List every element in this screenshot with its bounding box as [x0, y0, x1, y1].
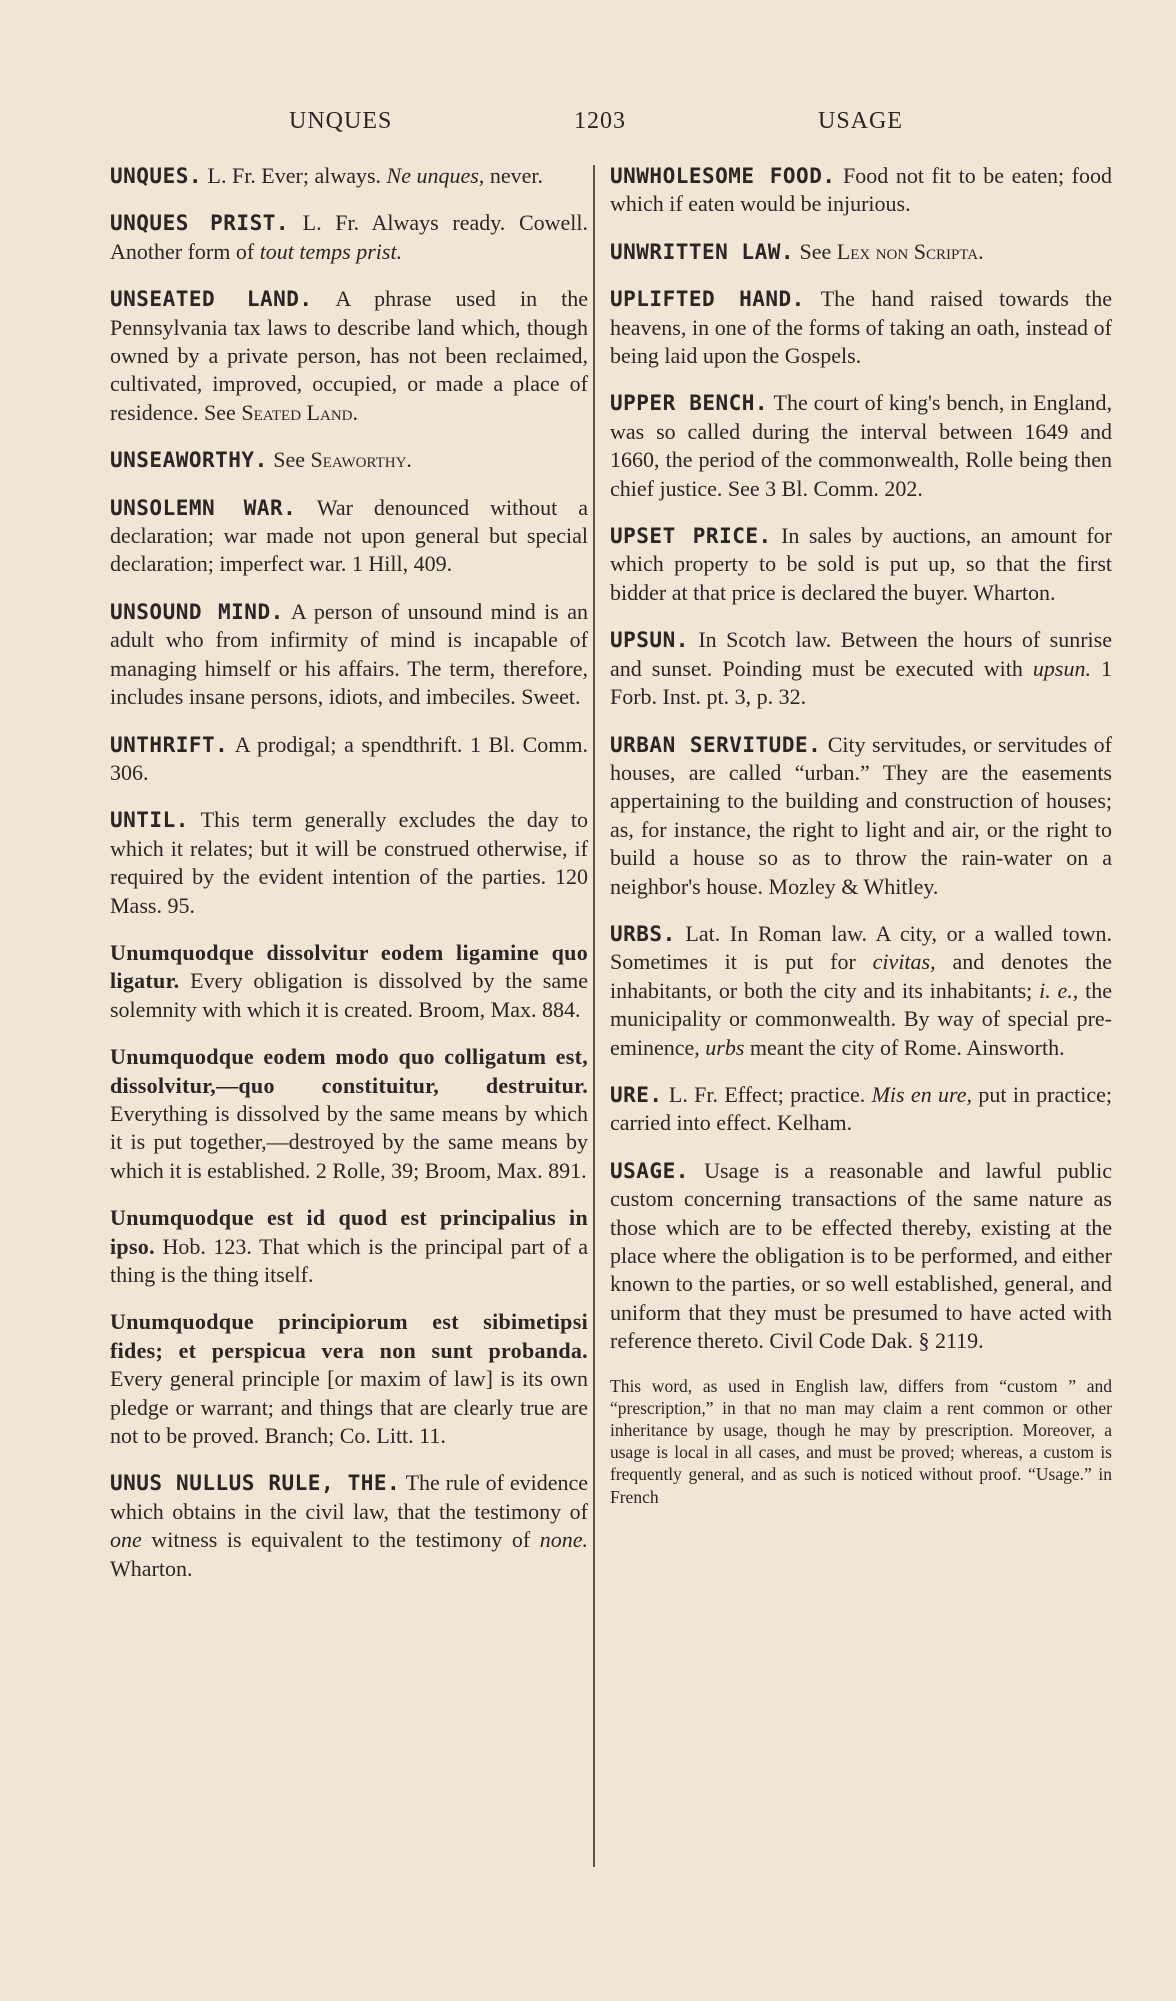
dictionary-entry [110, 1043, 588, 1185]
entry-text: Ne unques, [386, 163, 485, 188]
entry-text: This term generally excludes the day to which it relates; but it will be construed otherwise, if required by the evident intention of the parties. 120 Mass. 95. [110, 807, 588, 918]
entry-headword: URBAN SERVITUDE. [610, 732, 822, 757]
entry-text: never. [484, 163, 543, 188]
entry-headword: UNQUES PRIST. [110, 211, 290, 236]
header-right-guideword: USAGE [818, 108, 904, 134]
dictionary-entry [110, 209, 588, 266]
dictionary-entry [610, 238, 1112, 266]
entry-text: upsun. [1032, 655, 1091, 681]
entry-text: Hob. 123. That which is the principal part of a thing is the thing itself. [110, 1233, 588, 1287]
entry-text: A phrase used in the Pennsylvania tax laws to describe land which, though owned by a private person, has not been reclaimed, cultivated, improved, occupied, or made a place of residence. See [110, 286, 588, 425]
entry-headword: Unumquodque dissolvitur eodem ligamine quo ligatur. [110, 939, 588, 994]
left-column [110, 162, 588, 1602]
dictionary-entry [610, 1157, 1112, 1356]
dictionary-entry [610, 522, 1112, 607]
dictionary-entry [610, 285, 1112, 370]
dictionary-entry [110, 1308, 588, 1450]
entry-text: witness is equivalent to the testimony of [141, 1527, 540, 1553]
entry-text: L. Fr. Effect; practice. [662, 1081, 872, 1107]
dictionary-entry [610, 731, 1112, 901]
entry-text: Every general principle [or maxim of law] is its own pledge or warrant; and things that are clearly true are not to be proved. Branch; Co. Litt. 11. [110, 1366, 588, 1449]
right-column [610, 162, 1112, 1508]
entry-text: Everything is dissolved by the same means by which it is put together,—destroyed by the same means by which it is established. 2 Rolle, 39; Broom, Max. 891. [110, 1100, 588, 1183]
entry-text: Seated Land. [241, 399, 358, 425]
entry-headword: UNTHRIFT. [110, 732, 229, 757]
entry-headword: URE. [610, 1082, 663, 1107]
dictionary-entry [110, 731, 588, 788]
entry-text: A prodigal; a spendthrift. 1 Bl. Comm. 306. [110, 731, 588, 785]
entry-headword: UPSUN. [610, 628, 689, 653]
entry-text: L. Fr. Always ready. Cowell. Another form of [110, 210, 588, 264]
dictionary-entry [110, 285, 588, 427]
entry-text: The hand raised towards the heavens, in one of the forms of taking an oath, instead of being laid upon the Gospels. [610, 286, 1112, 369]
dictionary-entry [110, 1204, 588, 1289]
dictionary-entry [610, 1081, 1112, 1138]
dictionary-entry [610, 162, 1112, 219]
entry-text: See [267, 447, 311, 473]
dictionary-entry [110, 939, 588, 1024]
dictionary-entry [110, 446, 588, 474]
entry-text: The court of king's bench, in England, was so called during the interval between 1649 and 1660, the period of the commonwealth, Rolle being then chief justice. See 3 Bl. Comm. 202. [610, 390, 1112, 501]
page-number: 1203 [574, 108, 626, 134]
usage-note: This word, as used in English law, differs from “custom ” and “prescription,” in that no man may claim a rent common or other inheritance by usage, though he may by prescription. Moreover, a usage is local in all cases, and must be proved; whereas, a custom is frequently general, and as such is noticed without proof. “Usage.” in French [610, 1375, 1112, 1507]
entry-text: In sales by auctions, an amount for which property to be sold is put up, so that the first bidder at that price is declared the buyer. Wharton. [610, 523, 1113, 605]
entry-headword: Unumquodque eodem modo quo colligatum est, dissolvitur,—quo constituitur, destruitur. [110, 1044, 588, 1098]
entry-text: Every obligation is dissolved by the same solemnity with which it is created. Broom, Max. 884. [110, 968, 588, 1022]
entry-text: In Scotch law. Between the hours of sunrise and sunset. Poinding must be executed with [610, 627, 1112, 681]
entry-text: the municipality or commonwealth. By way of special pre-eminence, [610, 977, 1112, 1060]
entry-text: one [110, 1527, 142, 1553]
dictionary-entry [610, 920, 1112, 1062]
entry-text: Usage is a reasonable and lawful public custom concerning transactions of the same nature as those which are to be effected thereby, existing at the place where the obligation is to be performed, and either known to the parties, or so well established, general, and uniform that they must be presumed to have acted with reference thereto. Civil Code Dak. § 2119. [610, 1157, 1112, 1354]
entry-text: L. Fr. Ever; always. [202, 163, 387, 188]
entry-text: put in practice; carried into effect. Kelham. [610, 1081, 1112, 1136]
entry-text: War denounced without a declaration; war made not upon general but special declaration; imperfect war. 1 Hill, 409. [110, 494, 588, 577]
entry-headword: UNTIL. [110, 808, 189, 833]
entry-text: See [794, 238, 837, 264]
entry-text: A person of unsound mind is an adult who from infirmity of mind is incapable of managing himself or his affairs. The term, therefore, includes insane persons, idiots, and imbeciles. Sweet. [110, 598, 588, 710]
entry-headword: UPSET PRICE. [610, 524, 772, 549]
entry-headword: UNSOUND MIND. [110, 599, 284, 624]
entry-text: Food not fit to be eaten; food which if eaten would be injurious. [610, 163, 1113, 217]
entry-text: Mis en ure, [871, 1081, 973, 1107]
entry-headword: UNQUES. [110, 164, 203, 188]
running-header [0, 108, 1176, 144]
entry-headword: UNSEAWORTHY. [110, 448, 268, 473]
entry-text: Lat. In Roman law. A city, or a walled town. Sometimes it is put for [610, 920, 1112, 975]
entry-text: Seaworthy. [310, 447, 412, 473]
dictionary-entry [110, 494, 588, 579]
entry-headword: UNSOLEMN WAR. [110, 495, 297, 520]
column-divider [593, 165, 595, 1867]
entry-text: none. [539, 1527, 588, 1553]
dictionary-entry [110, 1469, 588, 1583]
entry-headword: URBS. [610, 921, 676, 946]
entry-headword: USAGE. [610, 1158, 689, 1183]
entry-text: i. e., [1039, 977, 1079, 1003]
entry-headword: UNWHOLESOME FOOD. [610, 164, 836, 188]
entry-headword: UNWRITTEN LAW. [610, 239, 795, 264]
entry-text: Lex non Scripta. [836, 238, 984, 264]
entry-headword: UNUS NULLUS RULE, THE. [110, 1471, 401, 1496]
entry-text: and denotes the inhabitants, or both the city and its inhabitants; [610, 949, 1112, 1003]
entry-text: meant the city of Rome. Ainsworth. [744, 1034, 1065, 1060]
right-column-entries [610, 162, 1112, 1356]
entry-headword: Unumquodque est id quod est principalius in ipso. [110, 1205, 588, 1259]
entry-text: Wharton. [110, 1555, 193, 1581]
entry-headword: UPPER BENCH. [610, 391, 769, 416]
entry-text: urbs [705, 1034, 745, 1060]
header-left-guideword: UNQUES [289, 108, 393, 134]
entry-headword: Unumquodque principiorum est sibimetipsi fides; et perspicua vera non sunt probanda. [110, 1309, 588, 1363]
entry-text: City servitudes, or servitudes of houses, are called “urban.” They are the easements appertaining to the building and construction of houses; as, for instance, the right to light and air, or the right to build a house so as to throw the rain-water on a neighbor's house. Mozley & Whitley. [610, 731, 1112, 899]
dictionary-entry [610, 626, 1112, 711]
entry-text: The rule of evidence which obtains in the civil law, that the testimony of [110, 1470, 588, 1524]
entry-text: 1 Forb. Inst. pt. 3, p. 32. [610, 655, 1112, 710]
entry-headword: UPLIFTED HAND. [610, 287, 805, 312]
entry-text: tout temps prist. [259, 238, 403, 264]
dictionary-entry [110, 806, 588, 920]
dictionary-entry [110, 162, 588, 190]
entry-headword: UNSEATED LAND. [110, 287, 313, 312]
dictionary-entry [110, 598, 588, 712]
entry-text: civitas, [872, 949, 936, 975]
dictionary-entry [610, 389, 1112, 503]
